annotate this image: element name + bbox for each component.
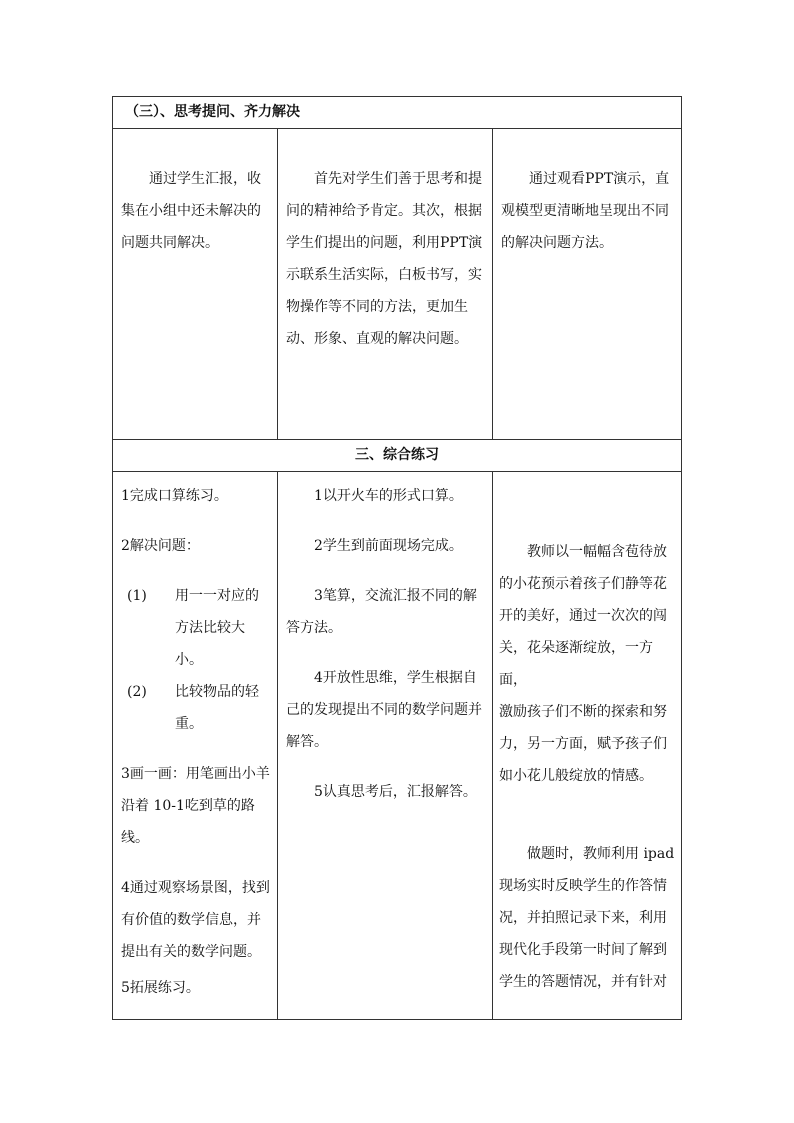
teacher-activity-text: 首先对学生们善于思考和提问的精神给予肯定。其次，根据学生们提出的问题，利用PPT演示联系生活实际，白板书写，实物操作等不同的方法，更加生动、形象、直观的解决问题。 (286, 171, 483, 347)
student-activity-text: 通过学生汇报，收集在小组中还未解决的问题共同解决。 (121, 171, 261, 251)
design-intent-cell (493, 129, 682, 440)
practice-right-cell (493, 472, 682, 1020)
intent-paragraph-1b: 激励孩子们不断的探索和努力，另一方面，赋予孩子们如小花儿般绽放的情感。 (499, 704, 667, 784)
teacher-step-4: 4开放性思维，学生根据自己的发现提出不同的数学问题并解答。 (286, 670, 482, 750)
teacher-step-3: 3笔算，交流汇报不同的解答方法。 (286, 588, 477, 636)
section-title: （三）、思考提问、齐力解决 (113, 97, 682, 129)
practice-item-2: 2解决问题： (121, 538, 200, 554)
intent-paragraph-2: 做题时，教师利用 ipad 现场实时反映学生的作答情况，并拍照记录下来，利用现代化手段第一时间了解到学生的答题情况，并有针对 (499, 846, 675, 990)
section-header-row (113, 97, 682, 129)
student-activity-cell (113, 129, 278, 440)
subitem-1-text: 用一一对应的方法比较大小。 (175, 588, 259, 668)
teacher-activity-cell (278, 129, 493, 440)
subitem-2-text: 比较物品的轻重。 (175, 684, 259, 732)
practice-item-4: 4通过观察场景图，找到有价值的数学信息，并提出有关的数学问题。 (121, 880, 270, 960)
practice-header-row (113, 440, 682, 472)
subitem-2-number: (2) (127, 684, 147, 700)
practice-subitem-2 (121, 676, 271, 740)
teacher-step-1: 1以开火车的形式口算。 (314, 488, 463, 504)
practice-item-1: 1完成口算练习。 (121, 488, 228, 504)
teacher-step-5: 5认真思考后，汇报解答。 (314, 784, 477, 800)
lesson-plan-table (112, 96, 682, 1020)
practice-item-3: 3画一画：用笔画出小羊沿着 10-1吃到草的路线。 (121, 766, 270, 846)
teacher-step-2: 2学生到前面现场完成。 (314, 538, 463, 554)
subitem-1-number: (1) (127, 588, 147, 604)
practice-left-cell (113, 472, 278, 1020)
practice-middle-cell (278, 472, 493, 1020)
section-content-row (113, 129, 682, 440)
design-intent-text: 通过观看PPT演示，直观模型更清晰地呈现出不同的解决问题方法。 (501, 171, 670, 251)
practice-subitem-1 (121, 580, 271, 676)
intent-paragraph-1a: 教师以一幅幅含苞待放的小花预示着孩子们静等花开的美好，通过一次次的闯关，花朵逐渐绽放，一方面， (499, 544, 667, 688)
practice-item-5: 5拓展练习。 (121, 980, 200, 996)
practice-title: 三、综合练习 (113, 440, 682, 472)
practice-content-row (113, 472, 682, 1020)
